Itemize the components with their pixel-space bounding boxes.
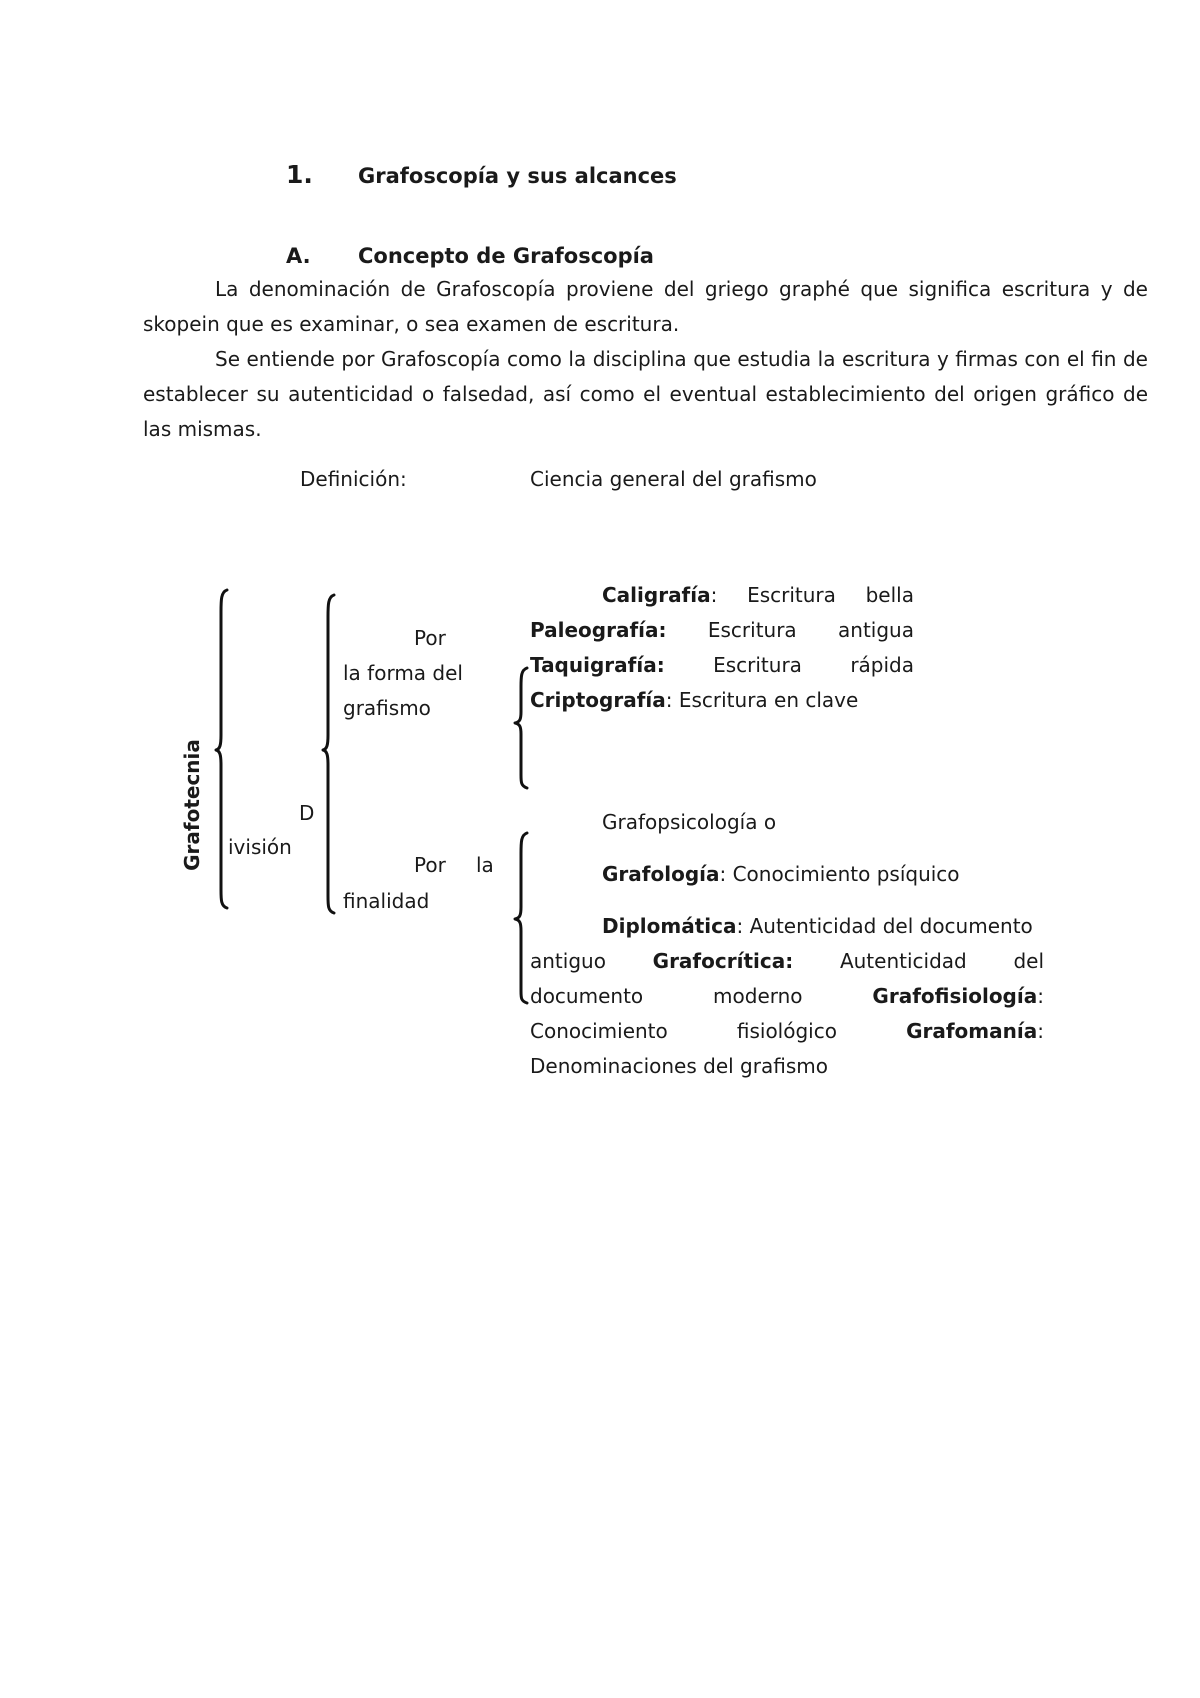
diplomatica-definition: : Autenticidad del documento — [736, 914, 1033, 938]
grafofisiologia-term: Grafofisiología — [872, 984, 1038, 1008]
item-diplomatica — [602, 914, 1033, 938]
paragraph-etymology-text: La denominación de Grafoscopía proviene del griego graphé que significa escritura y de skopein que es examinar, o sea examen de escritura. — [143, 277, 1148, 336]
caligrafia-term-group — [602, 583, 717, 607]
item-criptografia — [530, 688, 858, 712]
section-title: Grafoscopía y sus alcances — [358, 164, 677, 188]
branch-finalidad-line1b: la — [476, 853, 494, 877]
caligrafia-colon: : — [710, 583, 718, 607]
branch-forma-line1: Por — [414, 626, 446, 650]
criptografia-term: Criptografía — [530, 688, 666, 712]
grafomania-term: Grafomanía — [906, 1019, 1038, 1043]
definition-label: Definición: — [300, 467, 407, 491]
branch-finalidad-line2: finalidad — [343, 889, 430, 913]
grafofisiologia-colon: : — [1037, 984, 1044, 1008]
finalidad-line3 — [530, 984, 1044, 1008]
item-caligrafia — [602, 583, 914, 607]
brace-finalidad — [515, 833, 527, 1003]
finalidad-l2-del: del — [1013, 949, 1044, 973]
section-number: 1. — [286, 160, 313, 189]
paleografia-word2: antigua — [838, 618, 914, 642]
grafomania-colon: : — [1037, 1019, 1044, 1043]
paleografia-word1: Escritura — [707, 618, 797, 642]
caligrafia-word2: bella — [865, 583, 914, 607]
diplomatica-term: Diplomática — [602, 914, 737, 938]
grafocritica-term: Grafocrítica: — [652, 949, 794, 973]
brace-forma — [515, 668, 527, 788]
division-rest: ivisión — [228, 835, 292, 859]
grafofisiologia-group — [872, 984, 1044, 1008]
paragraph-definition-text: Se entiende por Grafoscopía como la disciplina que estudia la escritura y firmas con el fin de establecer su autenticidad o falsedad, así como el eventual establecimiento del origen gráfico de las mismas. — [143, 347, 1148, 441]
subsection-title: Concepto de Grafoscopía — [358, 244, 654, 268]
branch-forma-line2: la forma del — [343, 661, 463, 685]
finalidad-line5: Denominaciones del grafismo — [530, 1054, 828, 1078]
paleografia-term: Paleografía: — [530, 618, 667, 642]
finalidad-line4 — [530, 1019, 1044, 1043]
grafologia-term: Grafología — [602, 862, 720, 886]
definition-value: Ciencia general del grafismo — [530, 467, 817, 491]
finalidad-l3-moderno: moderno — [713, 984, 803, 1008]
grafomania-group — [906, 1019, 1044, 1043]
item-taquigrafia — [530, 653, 914, 677]
item-paleografia — [530, 618, 914, 642]
subsection-letter: A. — [286, 244, 311, 268]
grafologia-definition: : Conocimiento psíquico — [719, 862, 960, 886]
finalidad-l4-conocimiento: Conocimiento — [530, 1019, 668, 1043]
caligrafia-term: Caligrafía — [602, 583, 711, 607]
finalidad-l2-autenticidad: Autenticidad — [839, 949, 967, 973]
taquigrafia-word1: Escritura — [713, 653, 802, 677]
brace-division — [323, 595, 334, 913]
root-label-grafotecnia: Grafotecnia — [180, 739, 204, 871]
caligrafia-word1: Escritura — [747, 583, 836, 607]
finalidad-l2-antiguo: antiguo — [530, 949, 606, 973]
finalidad-l3-documento: documento — [530, 984, 644, 1008]
item-grafologia — [602, 862, 960, 886]
criptografia-definition: : Escritura en clave — [665, 688, 859, 712]
division-letter: D — [299, 801, 315, 825]
taquigrafia-word2: rápida — [850, 653, 914, 677]
brace-grafotecnia — [216, 590, 227, 908]
finalidad-line2 — [530, 949, 1044, 973]
branch-forma-line3: grafismo — [343, 696, 431, 720]
finalidad-l4-fisiologico: fisiológico — [736, 1019, 837, 1043]
taquigrafia-term: Taquigrafía: — [530, 653, 665, 677]
branch-finalidad-line1a: Por — [414, 853, 446, 877]
item-grafopsicologia: Grafopsicología o — [602, 810, 777, 834]
